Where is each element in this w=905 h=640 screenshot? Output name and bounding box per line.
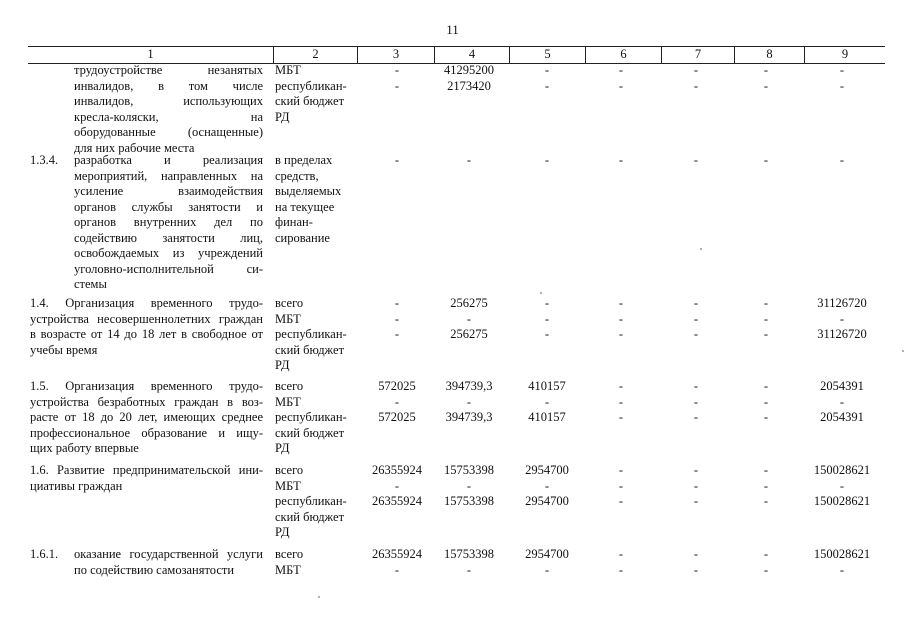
- item-description-line: по содействию самозанятости: [74, 562, 235, 577]
- amount-cell-c5: 410157: [528, 379, 566, 393]
- scan-speck: [540, 292, 542, 294]
- amount-cell-c7: -: [693, 463, 699, 477]
- amount-cell-c8: -: [763, 394, 769, 409]
- item-description-line: органов внутренних дел по: [74, 215, 263, 229]
- amount-cell-c8: -: [763, 478, 769, 493]
- amount-cell-c9: 31126720: [817, 296, 867, 310]
- scan-speck: [318, 596, 320, 598]
- amount-cell-c9: 2054391: [820, 410, 864, 424]
- amount-cell-c8: -: [763, 410, 769, 424]
- amount-cell-c4: 394739,3: [445, 410, 493, 424]
- amount-cell-c5: 2954700: [525, 547, 569, 561]
- header-col-2: 2: [273, 47, 357, 63]
- amount-cell-c9: 150028621: [813, 494, 871, 508]
- item-description-line: устройства безработных граждан в воз-: [30, 394, 263, 409]
- amount-cell-c9: -: [839, 562, 845, 577]
- funding-source-line: РД: [275, 525, 290, 539]
- funding-source-line: республикан-: [275, 410, 347, 424]
- amount-cell-c3: -: [394, 78, 400, 93]
- header-col-3: 3: [357, 47, 434, 63]
- item-description-line: инвалидов, использующих: [74, 94, 263, 108]
- amount-cell-c5: 2954700: [525, 494, 569, 508]
- item-description-line: содействию занятости лиц,: [74, 230, 263, 245]
- amount-cell-c7: -: [693, 394, 699, 409]
- funding-source-line: ский бюджет: [275, 94, 345, 108]
- funding-source-line: МБТ: [275, 478, 301, 493]
- amount-cell-c6: -: [618, 547, 624, 561]
- funding-source-line: всего: [275, 463, 304, 477]
- amount-cell-c5: -: [544, 153, 550, 167]
- item-description-line: инвалидов, в том числе: [74, 78, 263, 93]
- amount-cell-c8: -: [763, 463, 769, 477]
- funding-source-line: МБТ: [275, 394, 301, 409]
- amount-cell-c7: -: [693, 562, 699, 577]
- amount-cell-c6: -: [618, 327, 624, 341]
- scan-speck: [902, 350, 904, 352]
- funding-source-line: всего: [275, 296, 304, 310]
- amount-cell-c9: -: [839, 478, 845, 493]
- amount-cell-c9: 31126720: [817, 327, 867, 341]
- amount-cell-c5: -: [544, 296, 550, 310]
- amount-cell-c8: -: [763, 296, 769, 310]
- item-description-line: 1.5. Организация временного трудо-: [30, 379, 263, 393]
- amount-cell-c3: 26355924: [372, 463, 422, 477]
- item-description-line: 1.6. Развитие предпринимательской ини-: [30, 463, 263, 477]
- item-description-line: профессиональное образование и ищу-: [30, 425, 263, 440]
- funding-source-line: МБТ: [275, 311, 301, 326]
- amount-cell-c8: -: [763, 494, 769, 508]
- table-header: [28, 46, 885, 64]
- amount-cell-c5: -: [544, 327, 550, 341]
- funding-source-line: РД: [275, 358, 290, 372]
- header-col-1: 1: [147, 47, 154, 61]
- funding-source-line: средств,: [275, 168, 319, 183]
- funding-source-line: всего: [275, 547, 304, 561]
- item-description-line: оборудованные (оснащенные): [74, 125, 263, 139]
- amount-cell-c7: -: [693, 311, 699, 326]
- funding-source-line: ский бюджет: [275, 425, 345, 440]
- amount-cell-c6: -: [618, 478, 624, 493]
- amount-cell-c6: -: [618, 63, 624, 77]
- amount-cell-c3: -: [394, 63, 400, 77]
- amount-cell-c6: -: [618, 296, 624, 310]
- amount-cell-c9: -: [839, 311, 845, 326]
- amount-cell-c7: -: [693, 379, 699, 393]
- amount-cell-c8: -: [763, 63, 769, 77]
- item-description-line: оказание государственной услуги: [74, 547, 263, 561]
- amount-cell-c7: -: [693, 547, 699, 561]
- amount-cell-c6: -: [618, 410, 624, 424]
- amount-cell-c9: -: [839, 78, 845, 93]
- amount-cell-c8: -: [763, 562, 769, 577]
- amount-cell-c6: -: [618, 379, 624, 393]
- amount-cell-c8: -: [763, 547, 769, 561]
- funding-source-line: РД: [275, 441, 290, 455]
- amount-cell-c9: 150028621: [813, 547, 871, 561]
- amount-cell-c9: 2054391: [820, 379, 864, 393]
- item-description-line: 1.4. Организация временного трудо-: [30, 296, 263, 310]
- amount-cell-c3: -: [394, 394, 400, 409]
- amount-cell-c4: -: [466, 311, 472, 326]
- funding-source-line: РД: [275, 109, 290, 124]
- amount-cell-c6: -: [618, 562, 624, 577]
- amount-cell-c7: -: [693, 153, 699, 167]
- amount-cell-c3: -: [394, 311, 400, 326]
- page-number: 11: [446, 22, 459, 37]
- header-col-5: 5: [509, 47, 585, 63]
- amount-cell-c8: -: [763, 379, 769, 393]
- amount-cell-c4: -: [466, 394, 472, 409]
- amount-cell-c5: -: [544, 78, 550, 93]
- header-col-4: 4: [434, 47, 509, 63]
- amount-cell-c3: 26355924: [372, 547, 422, 561]
- amount-cell-c4: 15753398: [444, 494, 494, 508]
- amount-cell-c4: 2173420: [447, 78, 491, 93]
- item-description-line: щих работу впервые: [30, 441, 139, 455]
- amount-cell-c3: -: [394, 296, 400, 310]
- amount-cell-c4: 394739,3: [445, 379, 493, 393]
- funding-source-line: выделяемых: [275, 184, 342, 198]
- item-description-line: расте от 18 до 20 лет, имеющих среднее: [30, 410, 263, 424]
- funding-source-line: ский бюджет: [275, 342, 345, 357]
- funding-source-line: республикан-: [275, 78, 347, 93]
- amount-cell-c8: -: [763, 78, 769, 93]
- funding-source-line: всего: [275, 379, 304, 393]
- amount-cell-c8: -: [763, 327, 769, 341]
- amount-cell-c7: -: [693, 63, 699, 77]
- amount-cell-c6: -: [618, 463, 624, 477]
- item-description-line: учебы время: [30, 342, 98, 357]
- amount-cell-c9: -: [839, 63, 845, 77]
- amount-cell-c5: -: [544, 562, 550, 577]
- item-description-line: кресла-коляски, на: [74, 109, 263, 124]
- scan-speck: [700, 248, 702, 250]
- item-description-line: уголовно-исполнительной си-: [74, 261, 263, 276]
- amount-cell-c6: -: [618, 494, 624, 508]
- funding-source-line: в пределах: [275, 153, 333, 167]
- amount-cell-c8: -: [763, 311, 769, 326]
- header-col-7: 7: [661, 47, 734, 63]
- amount-cell-c5: 2954700: [525, 463, 569, 477]
- amount-cell-c4: 15753398: [444, 463, 494, 477]
- amount-cell-c3: -: [394, 153, 400, 167]
- funding-source-line: республикан-: [275, 327, 347, 341]
- item-description-line: разработка и реализация: [74, 153, 263, 167]
- header-col-8: 8: [734, 47, 804, 63]
- amount-cell-c5: -: [544, 478, 550, 493]
- amount-cell-c6: -: [618, 153, 624, 167]
- amount-cell-c7: -: [693, 494, 699, 508]
- funding-source-line: сирование: [275, 230, 330, 245]
- amount-cell-c4: 256275: [450, 327, 488, 341]
- funding-source-line: финан-: [275, 215, 313, 229]
- amount-cell-c3: 572025: [378, 379, 416, 393]
- amount-cell-c4: -: [466, 153, 472, 167]
- amount-cell-c7: -: [693, 410, 699, 424]
- item-description-line: мероприятий, направленных на: [74, 168, 263, 183]
- amount-cell-c4: 41295200: [444, 63, 494, 77]
- amount-cell-c3: -: [394, 562, 400, 577]
- header-col-9: 9: [804, 47, 885, 63]
- amount-cell-c4: 256275: [450, 296, 488, 310]
- amount-cell-c4: -: [466, 562, 472, 577]
- item-description-line: освобождаемых из учреждений: [74, 246, 263, 260]
- item-code: 1.6.1.: [30, 547, 59, 561]
- amount-cell-c7: -: [693, 78, 699, 93]
- funding-source-line: ский бюджет: [275, 509, 345, 524]
- amount-cell-c6: -: [618, 394, 624, 409]
- item-code: 1.3.4.: [30, 153, 59, 167]
- item-description-line: органов службы занятости и: [74, 199, 263, 214]
- amount-cell-c4: 15753398: [444, 547, 494, 561]
- amount-cell-c7: -: [693, 327, 699, 341]
- item-description-line: стемы: [74, 277, 107, 291]
- item-description-line: устройства несовершеннолетних граждан: [30, 311, 263, 326]
- amount-cell-c3: -: [394, 327, 400, 341]
- amount-cell-c3: 26355924: [372, 494, 422, 508]
- item-description-line: в возрасте от 14 до 18 лет в свободное от: [30, 327, 263, 341]
- amount-cell-c5: 410157: [528, 410, 566, 424]
- amount-cell-c7: -: [693, 296, 699, 310]
- amount-cell-c9: -: [839, 394, 845, 409]
- funding-source-line: МБТ: [275, 63, 301, 77]
- funding-source-line: на текущее: [275, 199, 335, 214]
- item-description-line: для них рабочие места: [74, 140, 195, 155]
- item-description-line: трудоустройстве незанятых: [74, 63, 263, 77]
- item-description-line: циативы граждан: [30, 478, 123, 493]
- amount-cell-c6: -: [618, 311, 624, 326]
- amount-cell-c7: -: [693, 478, 699, 493]
- amount-cell-c6: -: [618, 78, 624, 93]
- amount-cell-c4: -: [466, 478, 472, 493]
- funding-source-line: республикан-: [275, 494, 347, 508]
- amount-cell-c9: 150028621: [813, 463, 871, 477]
- amount-cell-c9: -: [839, 153, 845, 167]
- amount-cell-c5: -: [544, 311, 550, 326]
- amount-cell-c5: -: [544, 63, 550, 77]
- header-col-6: 6: [585, 47, 661, 63]
- funding-source-line: МБТ: [275, 562, 301, 577]
- amount-cell-c8: -: [763, 153, 769, 167]
- amount-cell-c3: 572025: [378, 410, 416, 424]
- amount-cell-c3: -: [394, 478, 400, 493]
- item-description-line: усиление взаимодействия: [74, 184, 263, 198]
- amount-cell-c5: -: [544, 394, 550, 409]
